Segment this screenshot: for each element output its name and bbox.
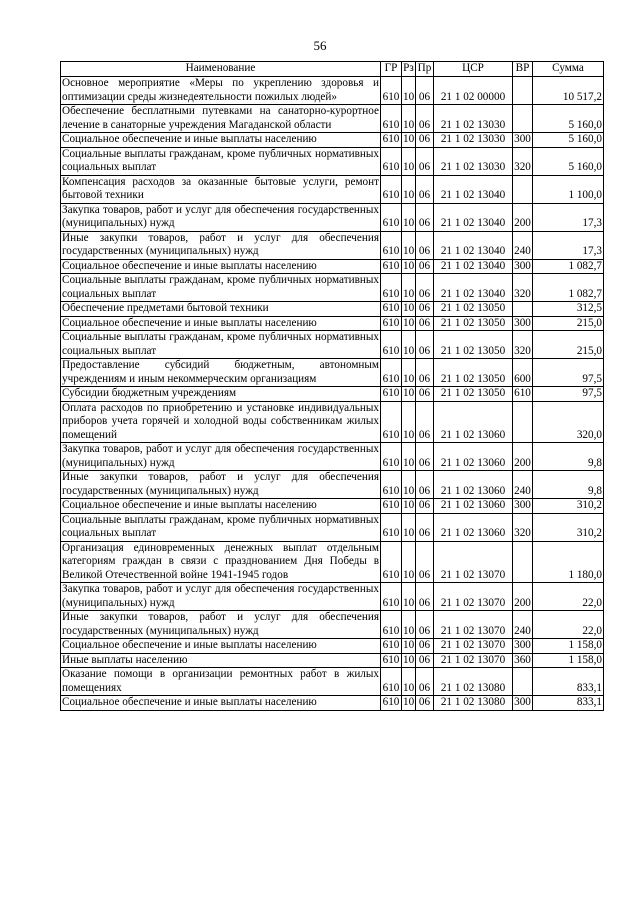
- budget-table: [60, 61, 604, 711]
- cell-csr: 21 1 02 13040: [434, 274, 513, 302]
- cell-pr: 06: [416, 331, 434, 359]
- cell-rz: 10: [402, 175, 416, 203]
- table-row: [61, 316, 604, 331]
- cell-pr: 06: [416, 443, 434, 471]
- cell-rz: 10: [402, 147, 416, 175]
- table-row: [61, 443, 604, 471]
- cell-gr: 610: [381, 133, 402, 148]
- table-row: [61, 611, 604, 639]
- cell-csr: 21 1 02 13030: [434, 105, 513, 133]
- cell-rz: 10: [402, 203, 416, 231]
- cell-name: Социальное обеспечение и иные выплаты населению: [61, 696, 381, 711]
- cell-sum: 5 160,0: [533, 105, 604, 133]
- cell-sum: 9,8: [533, 471, 604, 499]
- cell-gr: 610: [381, 443, 402, 471]
- cell-gr: 610: [381, 696, 402, 711]
- cell-gr: 610: [381, 105, 402, 133]
- cell-sum: 5 160,0: [533, 133, 604, 148]
- cell-csr: 21 1 02 13040: [434, 203, 513, 231]
- table-row: [61, 203, 604, 231]
- cell-vr: 240: [513, 471, 533, 499]
- header-csr: ЦСР: [434, 62, 513, 77]
- cell-gr: 610: [381, 77, 402, 105]
- cell-name: Иные закупки товаров, работ и услуг для обеспечения государственных (муниципальных) нужд: [62, 231, 379, 257]
- cell-name: Иные выплаты населению: [61, 653, 381, 668]
- table-row: [61, 499, 604, 514]
- cell-pr: 06: [416, 274, 434, 302]
- header-gr: ГР: [381, 62, 402, 77]
- cell-sum: 310,2: [533, 513, 604, 541]
- header-pr: Пр: [416, 62, 434, 77]
- table-row: [61, 77, 604, 105]
- cell-name: Иные закупки товаров, работ и услуг для обеспечения государственных (муниципальных) нужд: [62, 611, 379, 637]
- cell-pr: 06: [416, 203, 434, 231]
- cell-name: Иные закупки товаров, работ и услуг для обеспечения государственных (муниципальных) нужд: [62, 471, 379, 497]
- cell-rz: 10: [403, 259, 415, 272]
- cell-rz: 10: [402, 401, 416, 443]
- cell-csr: 21 1 02 13070: [434, 583, 513, 611]
- cell-vr: 300: [514, 259, 531, 272]
- cell-pr: 06: [416, 471, 434, 499]
- cell-csr: 21 1 02 13060: [434, 401, 513, 443]
- cell-csr: 21 1 02 13050: [434, 331, 513, 359]
- cell-rz: 10: [402, 105, 416, 133]
- cell-pr: 06: [416, 668, 434, 696]
- cell-vr: [513, 302, 533, 317]
- cell-csr: 21 1 02 13040: [434, 231, 513, 259]
- cell-sum: 1 082,7: [533, 274, 604, 302]
- cell-gr: 610: [381, 401, 402, 443]
- cell-pr: 06: [416, 696, 434, 711]
- cell-vr: [513, 77, 533, 105]
- cell-name: Социальные выплаты гражданам, кроме публичных нормативных социальных выплат: [62, 331, 379, 357]
- header-name: Наименование: [61, 62, 381, 77]
- cell-gr: 610: [381, 331, 402, 359]
- cell-csr: 21 1 02 13050: [434, 359, 513, 387]
- cell-name: Основное мероприятие «Меры по укреплению здоровья и оптимизации среды жизнедеятельности пожилых людей»: [62, 77, 379, 103]
- cell-pr: 06: [416, 175, 434, 203]
- cell-rz: 10: [402, 583, 416, 611]
- cell-csr: 21 1 02 13060: [434, 443, 513, 471]
- table-row: [61, 583, 604, 611]
- cell-gr: 610: [381, 147, 402, 175]
- cell-sum: 17,3: [533, 203, 604, 231]
- cell-pr: 06: [416, 653, 434, 668]
- cell-rz: 10: [403, 316, 415, 329]
- cell-sum: 833,1: [533, 696, 604, 711]
- cell-rz: 10: [403, 653, 415, 666]
- header-rz: Рз: [402, 62, 416, 77]
- cell-gr: 610: [381, 259, 402, 274]
- cell-gr: 610: [381, 274, 402, 302]
- cell-vr: 300: [514, 639, 531, 651]
- cell-pr: 06: [416, 541, 434, 583]
- cell-rz: 10: [402, 513, 416, 541]
- cell-rz: 10: [402, 359, 416, 387]
- cell-csr: 21 1 02 13040: [434, 175, 513, 203]
- header-vr: ВР: [513, 62, 533, 77]
- cell-gr: 610: [381, 499, 402, 514]
- cell-vr: [513, 401, 533, 443]
- cell-name: Субсидии бюджетным учреждениям: [61, 387, 381, 402]
- cell-csr: 21 1 02 13030: [434, 147, 513, 175]
- cell-vr: 610: [514, 387, 531, 399]
- cell-rz: 10: [402, 274, 416, 302]
- cell-rz: 10: [402, 668, 416, 696]
- cell-vr: 240: [513, 231, 533, 259]
- table-row: [61, 387, 604, 402]
- cell-sum: 9,8: [533, 443, 604, 471]
- cell-name: Социальные выплаты гражданам, кроме публичных нормативных социальных выплат: [62, 147, 379, 173]
- cell-gr: 610: [381, 541, 402, 583]
- header-sum: Сумма: [533, 62, 604, 77]
- table-row: [61, 231, 604, 259]
- cell-csr: 21 1 02 13050: [434, 316, 513, 331]
- cell-gr: 610: [381, 611, 402, 639]
- cell-csr: 21 1 02 13060: [434, 471, 513, 499]
- cell-rz: 10: [402, 471, 416, 499]
- cell-csr: 21 1 02 13060: [434, 513, 513, 541]
- cell-vr: 300: [514, 499, 531, 511]
- cell-pr: 06: [416, 583, 434, 611]
- cell-gr: 610: [381, 471, 402, 499]
- cell-sum: 833,1: [533, 668, 604, 696]
- cell-pr: 06: [416, 611, 434, 639]
- cell-vr: 200: [513, 583, 533, 611]
- cell-name: Социальные выплаты гражданам, кроме публичных нормативных социальных выплат: [62, 274, 379, 300]
- cell-pr: 06: [416, 77, 434, 105]
- cell-pr: 06: [416, 359, 434, 387]
- cell-name: Социальное обеспечение и иные выплаты населению: [61, 316, 381, 331]
- cell-vr: 320: [513, 513, 533, 541]
- cell-sum: 215,0: [533, 316, 604, 331]
- table-row: [61, 513, 604, 541]
- cell-csr: 21 1 02 13060: [434, 499, 513, 514]
- table-row: [61, 639, 604, 654]
- cell-sum: 1 158,0: [533, 639, 604, 654]
- cell-csr: 21 1 02 13070: [434, 611, 513, 639]
- cell-rz: 10: [402, 231, 416, 259]
- cell-vr: 200: [513, 443, 533, 471]
- cell-name: Компенсация расходов за оказанные бытовые услуги, ремонт бытовой техники: [62, 175, 379, 201]
- cell-rz: 10: [402, 77, 416, 105]
- cell-name: Оплата расходов по приобретению и установке индивидуальных приборов учета горячей и холодной воды собственникам жилых помещений: [62, 401, 379, 441]
- cell-name: Обеспечение бесплатными путевками на санаторно-курортное лечение в санаторные учреждения Магаданской области: [62, 105, 379, 131]
- cell-gr: 610: [381, 513, 402, 541]
- cell-pr: 06: [416, 133, 434, 148]
- cell-pr: 06: [416, 302, 434, 317]
- cell-gr: 610: [381, 359, 402, 387]
- cell-sum: 5 160,0: [533, 147, 604, 175]
- cell-gr: 610: [381, 653, 402, 668]
- cell-rz: 10: [402, 331, 416, 359]
- cell-gr: 610: [381, 387, 402, 402]
- cell-csr: 21 1 02 13050: [434, 302, 513, 317]
- cell-gr: 610: [381, 583, 402, 611]
- cell-name: Обеспечение предметами бытовой техники: [61, 302, 381, 317]
- cell-sum: 320,0: [533, 401, 604, 443]
- cell-vr: [513, 175, 533, 203]
- cell-csr: 21 1 02 13080: [434, 696, 513, 711]
- cell-csr: 21 1 02 00000: [434, 77, 513, 105]
- cell-rz: 10: [403, 696, 415, 708]
- cell-sum: 97,5: [533, 387, 604, 402]
- cell-vr: 320: [513, 331, 533, 359]
- cell-name: Социальное обеспечение и иные выплаты населению: [61, 639, 381, 654]
- cell-name: Социальное обеспечение и иные выплаты населению: [61, 133, 381, 148]
- table-row: [61, 653, 604, 668]
- cell-sum: 215,0: [533, 331, 604, 359]
- cell-sum: 22,0: [533, 611, 604, 639]
- cell-vr: 320: [513, 274, 533, 302]
- cell-pr: 06: [416, 105, 434, 133]
- table-row: [61, 105, 604, 133]
- cell-gr: 610: [381, 668, 402, 696]
- cell-gr: 610: [381, 302, 402, 317]
- cell-csr: 21 1 02 13070: [434, 639, 513, 654]
- cell-pr: 06: [416, 513, 434, 541]
- cell-name: Социальное обеспечение и иные выплаты населению: [61, 499, 381, 514]
- cell-vr: 300: [514, 696, 531, 708]
- table-row: [61, 359, 604, 387]
- table-row: [61, 668, 604, 696]
- cell-rz: 10: [402, 443, 416, 471]
- cell-gr: 610: [381, 639, 402, 654]
- cell-gr: 610: [381, 316, 402, 331]
- table-row: [61, 541, 604, 583]
- cell-sum: 1 180,0: [533, 541, 604, 583]
- table-body: [61, 77, 604, 711]
- table-row: [61, 471, 604, 499]
- cell-vr: [513, 541, 533, 583]
- cell-csr: 21 1 02 13030: [434, 133, 513, 148]
- table-row: [61, 302, 604, 317]
- cell-sum: 10 517,2: [533, 77, 604, 105]
- cell-vr: 320: [513, 147, 533, 175]
- table-row: [61, 401, 604, 443]
- cell-vr: 360: [514, 653, 531, 666]
- cell-name: Закупка товаров, работ и услуг для обеспечения государственных (муниципальных) нужд: [62, 203, 379, 229]
- table-row: [61, 133, 604, 148]
- cell-vr: 300: [514, 316, 531, 329]
- cell-name: Социальные выплаты гражданам, кроме публичных нормативных социальных выплат: [62, 513, 379, 539]
- cell-name: Оказание помощи в организации ремонтных работ в жилых помещениях: [62, 668, 379, 694]
- cell-rz: 10: [402, 541, 416, 583]
- cell-csr: 21 1 02 13080: [434, 668, 513, 696]
- cell-gr: 610: [381, 231, 402, 259]
- cell-rz: 10: [403, 302, 415, 314]
- cell-name: Предоставление субсидий бюджетным, автономным учреждениям и иным некоммерческим организациям: [62, 359, 379, 385]
- cell-csr: 21 1 02 13070: [434, 541, 513, 583]
- cell-name: Закупка товаров, работ и услуг для обеспечения государственных (муниципальных) нужд: [62, 583, 379, 609]
- cell-rz: 10: [403, 499, 415, 511]
- cell-name: Закупка товаров, работ и услуг для обеспечения государственных (муниципальных) нужд: [62, 443, 379, 469]
- cell-vr: 240: [513, 611, 533, 639]
- cell-sum: 22,0: [533, 583, 604, 611]
- cell-gr: 610: [381, 175, 402, 203]
- cell-sum: 312,5: [533, 302, 604, 317]
- cell-pr: 06: [416, 147, 434, 175]
- cell-pr: 06: [416, 499, 434, 514]
- cell-sum: 97,5: [533, 359, 604, 387]
- page-number: 56: [313, 38, 327, 53]
- cell-gr: 610: [381, 203, 402, 231]
- cell-name: Организация единовременных денежных выплат отдельным категориям граждан в связи с празднованием Дня Победы в Великой Отечественной войне 1941-1945 годов: [62, 541, 379, 581]
- cell-pr: 06: [416, 316, 434, 331]
- cell-pr: 06: [416, 259, 434, 274]
- cell-vr: [513, 668, 533, 696]
- table-header-row: [61, 62, 604, 77]
- cell-pr: 06: [416, 231, 434, 259]
- cell-csr: 21 1 02 13050: [434, 387, 513, 402]
- cell-sum: 17,3: [533, 231, 604, 259]
- cell-sum: 1 082,7: [533, 259, 604, 274]
- table-row: [61, 147, 604, 175]
- cell-rz: 10: [402, 611, 416, 639]
- cell-vr: [513, 105, 533, 133]
- table-row: [61, 331, 604, 359]
- cell-csr: 21 1 02 13040: [434, 259, 513, 274]
- cell-sum: 310,2: [533, 499, 604, 514]
- cell-vr: 200: [513, 203, 533, 231]
- table-row: [61, 259, 604, 274]
- cell-csr: 21 1 02 13070: [434, 653, 513, 668]
- cell-pr: 06: [416, 401, 434, 443]
- cell-rz: 10: [403, 387, 415, 399]
- cell-sum: 1 100,0: [533, 175, 604, 203]
- cell-pr: 06: [416, 639, 434, 654]
- table-row: [61, 696, 604, 711]
- table-row: [61, 175, 604, 203]
- cell-vr: 300: [514, 133, 531, 145]
- cell-sum: 1 158,0: [533, 653, 604, 668]
- cell-rz: 10: [403, 133, 415, 145]
- table-row: [61, 274, 604, 302]
- cell-name: Социальное обеспечение и иные выплаты населению: [61, 259, 381, 274]
- cell-rz: 10: [403, 639, 415, 651]
- cell-pr: 06: [416, 387, 434, 402]
- cell-vr: 600: [513, 359, 533, 387]
